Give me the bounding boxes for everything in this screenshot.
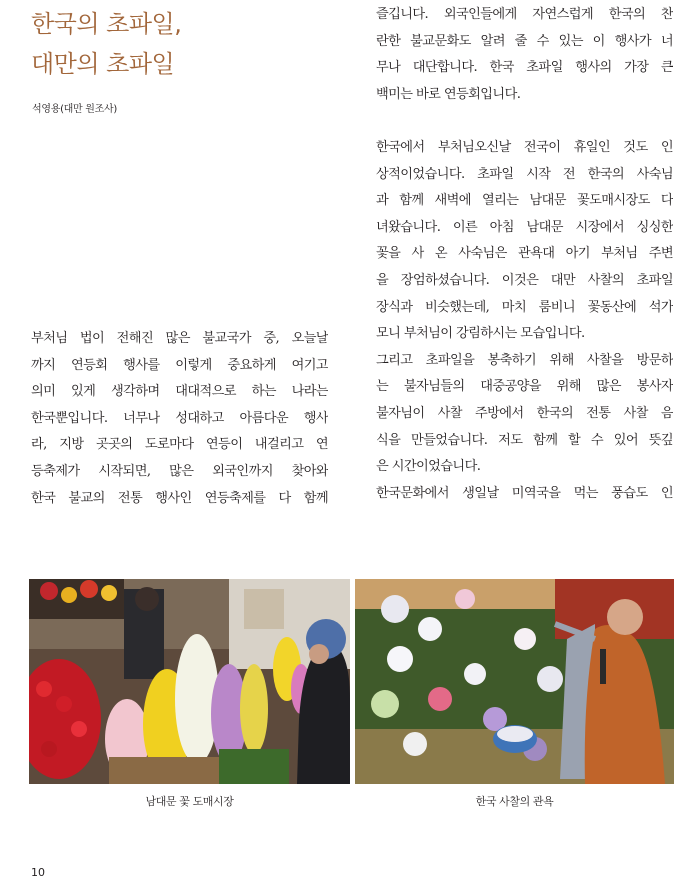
text-line: 백미는 바로 연등회입니다. xyxy=(376,86,521,102)
text-line: 등축제가 시작되면, 많은 외국인까지 찾아와 xyxy=(31,463,328,479)
author-byline: 석영용(대만 원조사) xyxy=(32,104,117,115)
text-line: 상적이었습니다. 초파일 시작 전 한국의 사숙님 xyxy=(376,166,673,182)
text-line: 즐깁니다. 외국인들에게 자연스럽게 한국의 찬 xyxy=(376,7,673,22)
text-line: 의미 있게 생각하며 대대적으로 하는 나라는 xyxy=(31,384,328,400)
temple-ceremony-photo xyxy=(355,579,674,784)
right-text-column xyxy=(376,2,673,507)
text-line: 꽃을 사 온 사숙님은 관욕대 아기 부처님 주변 xyxy=(376,246,673,262)
text-line: 한국에서 부처님오신날 전국이 휴일인 것도 인 xyxy=(376,139,673,155)
paragraph-gap xyxy=(376,108,673,135)
title-line-2: 대만의 초파일 xyxy=(31,50,175,78)
text-line: 라, 지방 곳곳의 도로마다 연등이 내걸리고 연 xyxy=(31,437,328,453)
text-line: 부처님 법이 전해진 많은 불교국가 중, 오늘날 xyxy=(31,331,328,346)
temple-ceremony-illustration xyxy=(355,579,674,784)
article-title xyxy=(31,4,181,84)
text-line: 은 시간이었습니다. xyxy=(376,459,481,475)
text-line: 는 불자님들의 대중공양을 위해 많은 봉사자 xyxy=(376,379,673,395)
text-line: 을 장엄하셨습니다. 이것은 대만 사찰의 초파일 xyxy=(376,272,673,288)
text-line: 불자님이 사찰 주방에서 한국의 전통 사찰 음 xyxy=(376,405,673,421)
text-line: 란한 불교문화도 알려 줄 수 있는 이 행사가 너 xyxy=(376,33,673,49)
text-line: 한국문화에서 생일날 미역국을 먹는 풍습도 인 xyxy=(376,485,673,501)
text-line: 녀왔습니다. 이른 아침 남대문 시장에서 싱싱한 xyxy=(376,219,673,235)
title-line-1: 한국의 초파일, xyxy=(31,10,182,38)
text-line: 그리고 초파일을 봉축하기 위해 사찰을 방문하 xyxy=(376,352,673,368)
left-text-column xyxy=(31,326,328,512)
flower-market-caption: 남대문 꽃 도매시장 xyxy=(145,795,234,808)
flower-market-illustration xyxy=(29,579,350,784)
text-line: 장식과 비슷했는데, 마치 룸비니 꽃동산에 석가 xyxy=(376,299,673,315)
page-number: 10 xyxy=(31,866,45,879)
text-line: 모니 부처님이 강림하시는 모습입니다. xyxy=(376,326,585,342)
text-line: 한국뿐입니다. 너무나 성대하고 아름다운 행사 xyxy=(31,410,328,426)
text-line: 무나 대단합니다. 한국 초파일 행사의 가장 큰 xyxy=(376,60,673,76)
text-line: 식을 만들었습니다. 저도 함께 할 수 있어 뜻깊 xyxy=(376,432,673,448)
flower-market-photo xyxy=(29,579,350,784)
text-line: 까지 연등회 행사를 이렇게 중요하게 여기고 xyxy=(31,357,328,373)
temple-ceremony-caption: 한국 사찰의 관욕 xyxy=(475,795,554,808)
text-line: 한국 불교의 전통 행사인 연등축제를 다 함께 xyxy=(31,490,328,506)
text-line: 과 함께 새벽에 열리는 남대문 꽃도매시장도 다 xyxy=(376,193,673,209)
